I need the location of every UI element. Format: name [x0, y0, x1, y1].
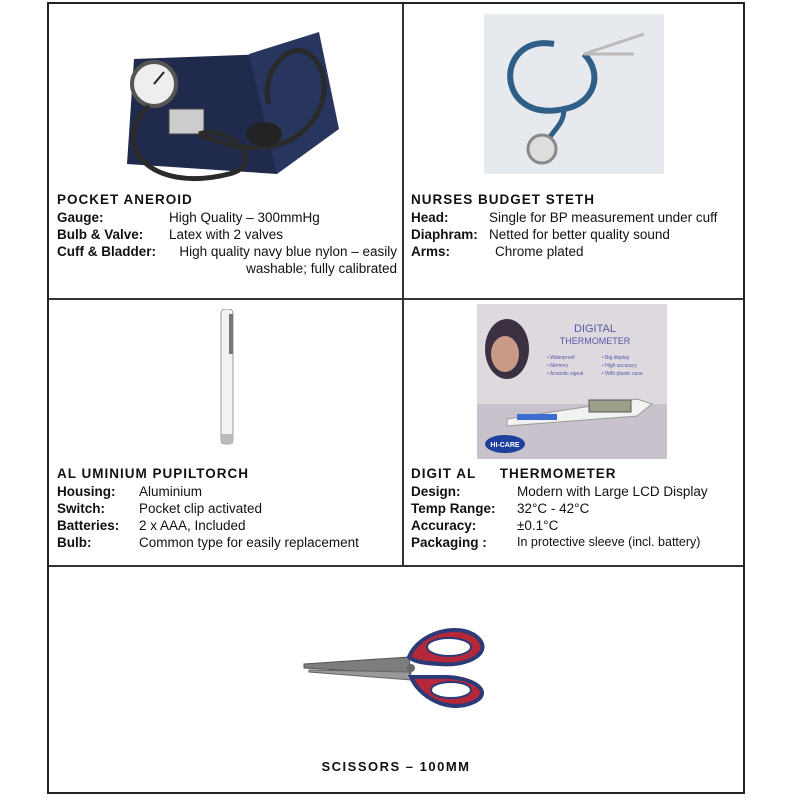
brand-logo: HI-CARE: [490, 442, 520, 449]
spec-row: [411, 517, 741, 534]
spec-label: Switch:: [57, 501, 106, 516]
spec-row: [411, 483, 741, 500]
spec-row: [57, 226, 397, 243]
scissors-title: SCISSORS – 100MM: [321, 759, 471, 774]
spec-row: [57, 243, 397, 277]
spec-value: ±0.1°C: [517, 518, 559, 533]
spec-value: High quality navy blue nylon – easily washable; fully calibrated: [179, 244, 397, 276]
spec-label: Housing:: [57, 484, 116, 499]
spec-value: Latex with 2 valves: [169, 227, 284, 242]
pupiltorch-info: [57, 466, 397, 551]
spec-label: Arms:: [411, 244, 451, 259]
thermometer-title: DIGIT AL THERMOMETER: [411, 466, 617, 481]
therm-feature: • Waterproof: [547, 355, 575, 361]
spec-label: Design:: [411, 484, 461, 499]
spec-value: In protective sleeve (incl. battery): [517, 535, 701, 549]
scissors-image: [299, 622, 499, 722]
spec-row: [57, 534, 397, 551]
spec-value: Netted for better quality sound: [489, 227, 670, 242]
aneroid-image: [109, 24, 409, 194]
aneroid-title: POCKET ANEROID: [57, 192, 193, 207]
spec-value: Single for BP measurement under cuff: [489, 210, 718, 225]
spec-label: Temp Range:: [411, 501, 496, 516]
therm-feature: • Acoustic signal: [547, 371, 584, 377]
therm-feature: • Memory: [547, 363, 569, 369]
spec-value: Aluminium: [139, 484, 203, 499]
therm-feature: • With plastic case: [602, 371, 643, 377]
steth-info: [411, 192, 741, 260]
stethoscope-image: [484, 14, 664, 179]
spec-label: Gauge:: [57, 210, 104, 225]
therm-feature: • Big display: [602, 355, 630, 361]
thermometer-image: [477, 304, 667, 464]
row-divider-1: [49, 298, 743, 300]
steth-title: NURSES BUDGET STETH: [411, 192, 596, 207]
spec-label: Batteries:: [57, 518, 120, 533]
aneroid-info: [57, 192, 397, 277]
pupiltorch-image: [217, 309, 237, 454]
spec-value: 32°C - 42°C: [517, 501, 590, 516]
spec-row: [411, 226, 741, 243]
spec-row: [57, 517, 397, 534]
spec-label: Bulb:: [57, 535, 92, 550]
spec-row: [411, 534, 741, 551]
spec-row: [411, 243, 741, 260]
spec-row: [57, 500, 397, 517]
spec-label: Cuff & Bladder:: [57, 244, 156, 259]
spec-row: [411, 209, 741, 226]
row-divider-2: [49, 565, 743, 567]
spec-value: High Quality – 300mmHg: [169, 210, 320, 225]
spec-value: Pocket clip activated: [139, 501, 263, 516]
spec-value: Chrome plated: [495, 244, 584, 259]
therm-feature: • High accuracy: [602, 363, 637, 369]
spec-label: Packaging :: [411, 535, 487, 550]
spec-label: Bulb & Valve:: [57, 227, 144, 242]
product-sheet: [47, 2, 745, 794]
spec-label: Head:: [411, 210, 449, 225]
spec-row: [57, 209, 397, 226]
thermometer-info: [411, 466, 741, 551]
therm-line1: DIGITAL: [574, 323, 616, 335]
spec-value: 2 x AAA, Included: [139, 518, 246, 533]
spec-row: [411, 500, 741, 517]
spec-value: Common type for easily replacement: [139, 535, 359, 550]
therm-line2: THERMOMETER: [559, 336, 631, 346]
spec-label: Diaphram:: [411, 227, 478, 242]
spec-label: Accuracy:: [411, 518, 477, 533]
spec-value: Modern with Large LCD Display: [517, 484, 708, 499]
pupiltorch-title: AL UMINIUM PUPILTORCH: [57, 466, 249, 481]
spec-row: [57, 483, 397, 500]
